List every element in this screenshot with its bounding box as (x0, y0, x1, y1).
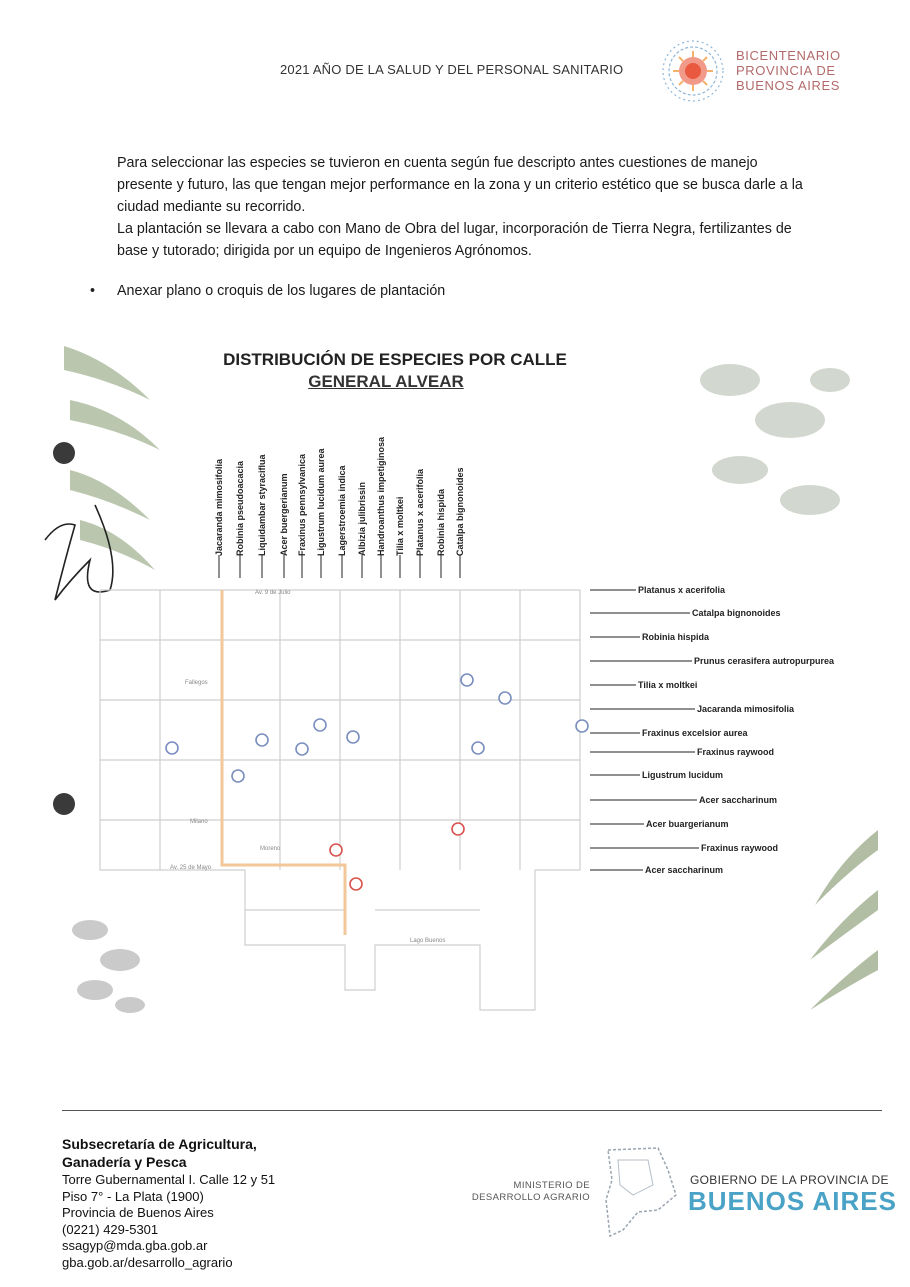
street-label: Fallegos (185, 680, 208, 686)
foliage-bottom-left-icon (72, 920, 145, 1013)
species-label: Catalpa bignonoides (692, 608, 781, 618)
footer-divider (62, 1110, 882, 1111)
species-label: Platanus x acerifolia (638, 585, 726, 595)
species-label: Robinia hispida (642, 632, 710, 642)
species-label: Fraxinus raywood (697, 747, 775, 757)
species-label: Acer buergerianum (279, 473, 289, 556)
species-label: Liquidambar styraciflua (257, 454, 267, 556)
street-label: Moreno (260, 846, 281, 852)
ministerio-text: MINISTERIO DE DESARROLLO AGRARIO (471, 1180, 590, 1203)
street-label: Lago Buenos (410, 938, 446, 944)
species-label: Fraxinus pennsylvanica (297, 453, 307, 556)
footer-web-link[interactable]: gba.gob.ar/desarrollo_agrario (62, 1254, 233, 1270)
species-label: Handroanthus impetiginosa (376, 436, 386, 556)
footer-address: Torre Gubernamental I. Calle 12 y 51 Piso 7° - La Plata (1900) Provincia de Buenos Aires (0221) 429-5301 ssagyp@mda.gba.gob.ar gba.gob.ar/desarrollo_agrario (62, 1172, 276, 1270)
species-label: Jacaranda mimosifolia (697, 704, 795, 714)
species-label: Catalpa bignonoides (455, 467, 465, 556)
bicentenario-text: BICENTENARIO PROVINCIA DE BUENOS AIRES (736, 48, 841, 93)
bullet-icon: • (90, 283, 96, 299)
paragraph-selection: Para seleccionar las especies se tuvieron en cuenta según fue descripto antes cuestiones de manejo presente y futuro, las que tengan mejor performance en la zona y un criterio estético que se busca darle a la ciudad mediante su recorrido. (117, 155, 803, 215)
header-year-text: 2021 AÑO DE LA SALUD Y DEL PERSONAL SANITARIO (280, 62, 624, 77)
street-label: Milano (190, 819, 208, 825)
map-pins (166, 674, 588, 890)
species-label: Tilia x moltkei (395, 496, 405, 556)
species-label: Ligustrum lucidum aurea (316, 448, 326, 556)
footer-org-name: Subsecretaría de Agricultura, Ganadería y Pesca (62, 1136, 257, 1170)
footer-email-link[interactable]: ssagyp@mda.gba.gob.ar (62, 1238, 208, 1253)
species-label: Acer saccharinum (645, 865, 724, 875)
foliage-top-left-icon (64, 346, 160, 570)
buenos-aires-label: BUENOS AIRES (688, 1186, 897, 1216)
province-map-icon (598, 1140, 682, 1240)
gobierno-label: GOBIERNO DE LA PROVINCIA DE (690, 1173, 889, 1187)
paragraph-plantation: La plantación se llevara a cabo con Mano de Obra del lugar, incorporación de Tierra Negra, fertilizantes de base y tutorado; dirigida por un equipo de Ingenieros Agrónomos. (117, 221, 792, 259)
species-label: Acer saccharinum (699, 795, 778, 805)
species-label: Jacaranda mimosifolia (214, 458, 224, 556)
signature-icon (45, 505, 113, 600)
street-label: Av. 9 de Julio (255, 590, 291, 596)
species-label: Fraxinus excelsior aurea (642, 728, 748, 738)
species-label: Albizia julibrissin (357, 481, 367, 556)
species-label: Robinia pseudoacacia (235, 460, 245, 556)
species-label: Prunus cerasifera autropurpurea (694, 656, 835, 666)
species-label: Ligustrum lucidum (642, 770, 723, 780)
top-species-arrows (219, 555, 460, 578)
species-label: Fraxinus raywood (701, 843, 779, 853)
foliage-top-right-icon (700, 364, 850, 515)
street-label: Av. 25 de Mayo (170, 865, 212, 871)
foliage-bottom-right-icon (810, 830, 878, 1010)
species-label: Platanus x acerifolia (415, 468, 425, 556)
bullet-text: Anexar plano o croquis de los lugares de plantación (117, 283, 446, 299)
species-label: Tilia x moltkei (638, 680, 698, 690)
plan-subtitle: GENERAL ALVEAR (308, 372, 464, 391)
species-label: Acer buargerianum (646, 819, 729, 829)
species-label: Robinia hispida (436, 488, 446, 556)
plan-title: DISTRIBUCIÓN DE ESPECIES POR CALLE (223, 350, 567, 369)
species-label: Lagerstroemia indica (337, 465, 347, 556)
